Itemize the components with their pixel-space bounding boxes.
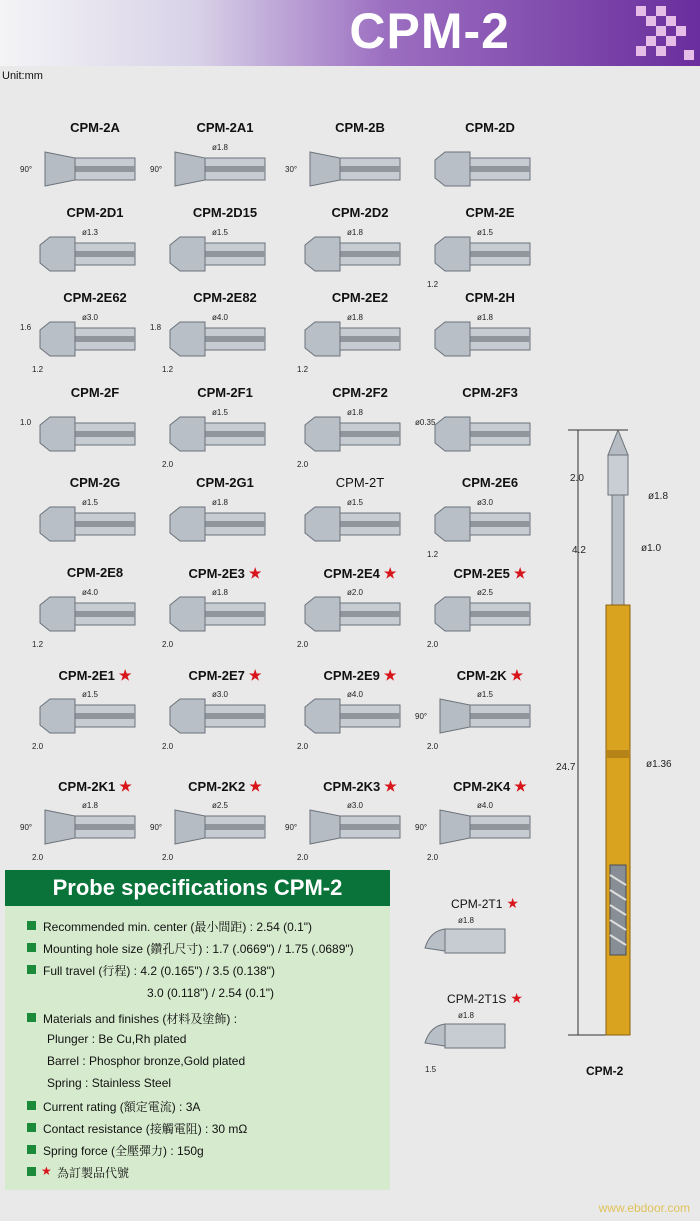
tip-item [285,385,435,475]
svg-text:ø1.8: ø1.8 [212,143,229,152]
svg-text:2.0: 2.0 [427,742,439,751]
bullet-icon [27,965,36,974]
tip-item [150,667,300,757]
tip-code: CPM-2E82 [193,290,257,305]
svg-text:ø2.0: ø2.0 [347,588,364,597]
svg-text:90°: 90° [415,823,428,832]
spec-row: Current rating (額定電流) : 3A [43,1100,201,1114]
probe-tip-icon [20,138,150,208]
tip-item [20,205,170,295]
star-icon: ★ [384,778,397,794]
tip-item [415,290,565,380]
svg-text:ø3.0: ø3.0 [212,690,229,699]
tip-item-extra-2 [410,990,560,1080]
tip-item [285,475,435,565]
spec-row: Full travel (行程) : 4.2 (0.165") / 3.5 (0.138") [43,964,275,978]
svg-text:90°: 90° [150,823,163,832]
svg-text:ø1.8: ø1.8 [212,588,229,597]
spec-row: Spring force (全壓彈力) : 150g [43,1144,204,1158]
probe-tip-icon [415,796,545,866]
svg-text:ø0.35: ø0.35 [415,418,436,427]
tip-item [285,778,435,868]
svg-text:1.2: 1.2 [162,365,174,374]
star-icon: ★ [383,667,397,683]
probe-tip-icon [410,913,550,973]
watermark: www.ebdoor.com [598,1201,690,1215]
tip-code: CPM-2F3 [462,385,518,400]
tip-item-extra-1 [410,895,560,985]
tip-item [415,385,565,475]
tip-code: CPM-2K ★ [456,667,524,683]
probe-tip-icon [150,685,280,755]
svg-text:ø1.0: ø1.0 [641,543,662,554]
probe-tip-icon [150,308,280,378]
tip-item [415,475,565,565]
svg-text:ø4.0: ø4.0 [477,801,494,810]
tip-item [150,385,300,475]
tip-code: CPM-2K1 ★ [58,778,132,794]
svg-text:1.0: 1.0 [20,418,32,427]
tip-item [415,120,565,210]
probe-tip-icon [415,308,545,378]
tip-item [150,778,300,868]
svg-text:2.0: 2.0 [297,640,309,649]
checker-pattern [636,6,694,64]
svg-text:1.2: 1.2 [32,640,44,649]
probe-tip-icon [20,308,150,378]
svg-text:90°: 90° [20,823,33,832]
probe-tip-icon [415,403,545,473]
tip-code: CPM-2D1 [66,205,124,220]
tip-item [150,565,300,655]
svg-text:ø4.0: ø4.0 [347,690,364,699]
spec-row: 為訂製品代號 [57,1166,130,1180]
tip-code: CPM-2F [70,385,120,400]
svg-text:ø1.5: ø1.5 [212,408,229,417]
probe-tip-icon [285,308,415,378]
svg-text:2.0: 2.0 [570,473,584,484]
svg-text:2.0: 2.0 [297,853,309,862]
probe-tip-icon [150,138,280,208]
spec-row: Plunger : Be Cu,Rh plated [47,1032,187,1046]
star-icon: ★ [41,1164,52,1178]
svg-text:90°: 90° [20,165,33,174]
probe-tip-icon [285,796,415,866]
probe-tip-icon [285,138,415,208]
tip-item [150,475,300,565]
svg-text:ø1.3: ø1.3 [82,228,99,237]
star-icon: ★ [506,895,519,911]
tip-code: CPM-2G1 [196,475,254,490]
svg-text:2.0: 2.0 [32,742,44,751]
tip-item [20,385,170,475]
tip-item [20,290,170,380]
tip-item [20,667,170,757]
svg-text:2.0: 2.0 [162,742,174,751]
tip-code: CPM-2A1 [196,120,254,135]
svg-text:4.2: 4.2 [572,545,586,556]
tip-code: CPM-2K4 ★ [453,778,527,794]
svg-text:90°: 90° [415,712,428,721]
tip-item [20,778,170,868]
star-icon: ★ [118,667,132,683]
probe-tip-icon [20,685,150,755]
tip-code: CPM-2E4 ★ [323,565,397,581]
svg-text:ø3.0: ø3.0 [347,801,364,810]
bullet-icon [27,1101,36,1110]
svg-text:1.2: 1.2 [297,365,309,374]
tip-code: CPM-2K3 ★ [323,778,397,794]
probe-code: CPM-2 [586,1064,624,1078]
spec-row: Materials and finishes (材料及塗飾) : [43,1012,238,1026]
svg-text:ø1.8: ø1.8 [347,313,364,322]
svg-text:ø3.0: ø3.0 [82,313,99,322]
svg-text:2.0: 2.0 [32,853,44,862]
probe-tip-icon [20,403,150,473]
svg-text:ø1.8: ø1.8 [347,408,364,417]
tip-code: CPM-2D2 [331,205,389,220]
svg-text:ø1.8: ø1.8 [82,801,99,810]
star-icon: ★ [510,667,524,683]
star-icon: ★ [514,778,527,794]
star-icon: ★ [248,565,262,581]
tip-code: CPM-2E6 [461,475,519,490]
probe-tip-icon [285,493,415,563]
tip-code: CPM-2E1 ★ [58,667,132,683]
probe-tip-icon [415,685,545,755]
tip-code: CPM-2E7 ★ [188,667,262,683]
probe-tip-icon [285,223,415,293]
tip-code: CPM-2E2 [331,290,389,305]
probe-tip-icon [150,493,280,563]
star-icon: ★ [248,667,262,683]
tip-item [20,120,170,210]
probe-tip-icon [150,583,280,653]
svg-text:ø2.5: ø2.5 [477,588,494,597]
tip-code: CPM-2K2 ★ [188,778,262,794]
spec-row: Spring : Stainless Steel [47,1076,172,1090]
probe-tip-icon [20,583,150,653]
probe-tip-icon [415,493,545,563]
tip-item [415,667,565,757]
svg-text:ø1.36: ø1.36 [646,759,672,770]
tip-item [415,778,565,868]
tip-item [285,205,435,295]
tip-code: CPM-2E62 [63,290,127,305]
svg-text:ø1.8: ø1.8 [458,916,475,925]
tip-code: CPM-2G [69,475,121,490]
probe-tip-icon [415,223,545,293]
spec-title: Probe specifications CPM-2 [5,870,390,906]
star-icon: ★ [510,990,523,1006]
tip-item [415,205,565,295]
tip-code: CPM-2T1S ★ [447,990,523,1006]
spec-row: Contact resistance (接觸電阻) : 30 mΩ [43,1122,248,1136]
svg-text:ø1.8: ø1.8 [477,313,494,322]
bullet-icon [27,1145,36,1154]
tip-item [150,120,300,210]
svg-text:ø1.8: ø1.8 [458,1011,475,1020]
tip-code: CPM-2F2 [332,385,388,400]
tip-code: CPM-2D15 [192,205,258,220]
svg-text:ø3.0: ø3.0 [477,498,494,507]
probe-tip-icon [20,796,150,866]
probe-tip-icon [415,583,545,653]
tip-code: CPM-2B [335,120,385,135]
tip-code: CPM-2E9 ★ [323,667,397,683]
bullet-icon [27,1013,36,1022]
tip-code: CPM-2F1 [197,385,253,400]
tip-item [150,205,300,295]
bullet-icon [27,921,36,930]
probe-tip-icon [285,685,415,755]
svg-text:2.0: 2.0 [162,853,174,862]
svg-text:2.0: 2.0 [297,742,309,751]
svg-text:1.6: 1.6 [20,323,32,332]
svg-text:1.2: 1.2 [32,365,44,374]
spec-row: 3.0 (0.118") / 2.54 (0.1") [147,986,275,1000]
tip-code: CPM-2A [70,120,120,135]
unit-label: Unit:mm [2,70,43,82]
svg-text:24.7: 24.7 [556,762,576,773]
probe-tip-icon [410,1008,550,1078]
svg-text:1.2: 1.2 [427,550,439,559]
svg-text:2.0: 2.0 [427,640,439,649]
bullet-icon [27,1123,36,1132]
tip-item [285,120,435,210]
spec-panel [5,870,390,1190]
tip-item [20,475,170,565]
probe-tip-icon [150,403,280,473]
tip-item [285,565,435,655]
star-icon: ★ [119,778,132,794]
tip-code: CPM-2E8 [66,565,124,580]
star-icon: ★ [383,565,397,581]
page-title: CPM-2 [349,3,510,59]
svg-text:ø1.5: ø1.5 [347,498,364,507]
svg-text:1.2: 1.2 [427,280,439,289]
tip-code: CPM-2H [465,290,515,305]
svg-text:ø1.8: ø1.8 [347,228,364,237]
tip-code: CPM-2E5 ★ [453,565,527,581]
spec-row: Recommended min. center (最小間距) : 2.54 (0.1") [43,920,313,934]
bullet-icon [27,1167,36,1176]
svg-text:90°: 90° [150,165,163,174]
svg-text:ø4.0: ø4.0 [82,588,99,597]
tip-item [285,290,435,380]
tip-code: CPM-2E3 ★ [188,565,262,581]
tip-code: CPM-2T [335,475,385,490]
svg-text:30°: 30° [285,165,298,174]
probe-tip-icon [285,403,415,473]
svg-text:ø1.5: ø1.5 [212,228,229,237]
svg-text:2.0: 2.0 [427,853,439,862]
tip-item [150,290,300,380]
spec-row: Barrel : Phosphor bronze,Gold plated [47,1054,246,1068]
tip-code: CPM-2D [465,120,515,135]
tip-code: CPM-2E [465,205,515,220]
svg-text:ø2.5: ø2.5 [212,801,229,810]
header-banner [0,0,700,66]
svg-text:ø1.5: ø1.5 [477,690,494,699]
svg-text:2.0: 2.0 [162,460,174,469]
probe-tip-icon [20,493,150,563]
svg-text:ø1.5: ø1.5 [82,690,99,699]
spec-row: Mounting hole size (鑽孔尺寸) : 1.7 (.0669") / 1.75 (.0689") [43,942,354,956]
probe-tip-icon [150,796,280,866]
svg-text:2.0: 2.0 [162,640,174,649]
probe-diagram [548,425,698,1065]
star-icon: ★ [513,565,527,581]
probe-tip-icon [285,583,415,653]
tip-code: CPM-2T1 ★ [451,895,519,911]
tip-item [20,565,170,655]
probe-tip-icon [20,223,150,293]
svg-text:1.5: 1.5 [425,1065,437,1074]
svg-text:ø1.8: ø1.8 [212,498,229,507]
svg-text:ø1.8: ø1.8 [648,491,669,502]
svg-text:1.8: 1.8 [150,323,162,332]
bullet-icon [27,943,36,952]
svg-text:ø1.5: ø1.5 [82,498,99,507]
probe-tip-icon [150,223,280,293]
star-icon: ★ [249,778,262,794]
probe-tip-icon [415,138,545,208]
tip-item [415,565,565,655]
svg-text:ø1.5: ø1.5 [477,228,494,237]
tip-item [285,667,435,757]
svg-text:90°: 90° [285,823,298,832]
svg-text:ø4.0: ø4.0 [212,313,229,322]
svg-text:2.0: 2.0 [297,460,309,469]
